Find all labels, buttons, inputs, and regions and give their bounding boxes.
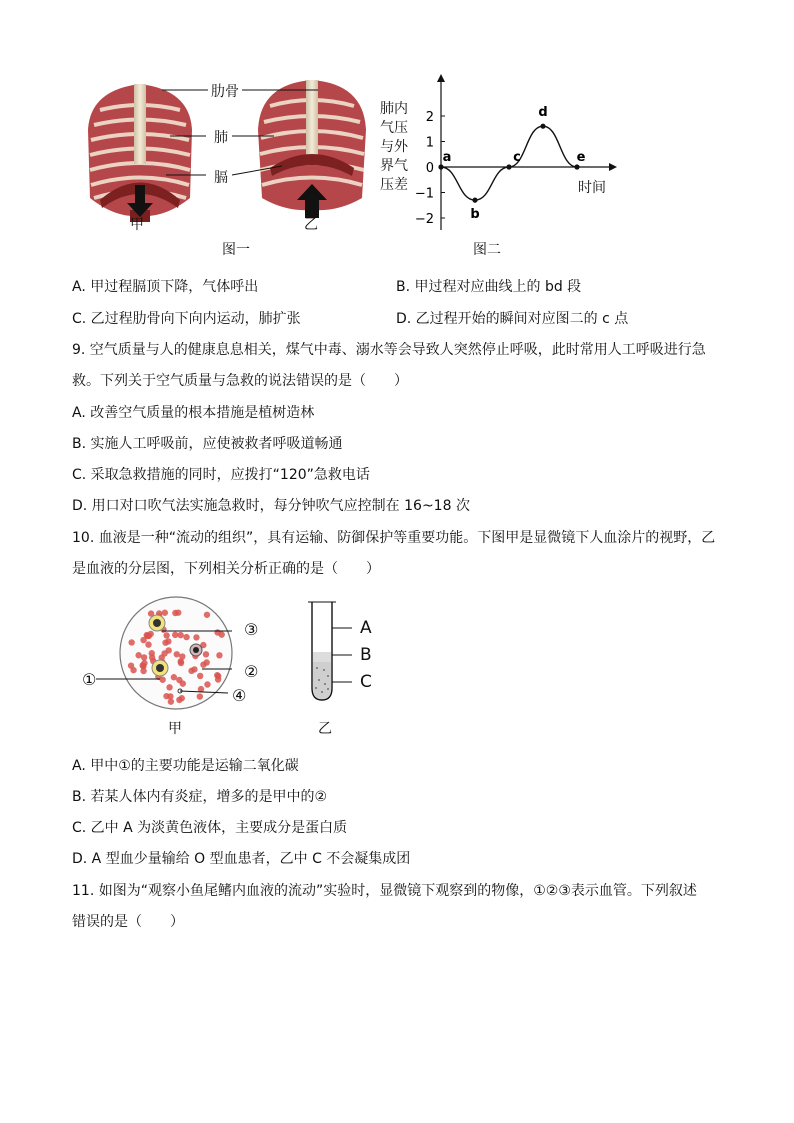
- red-blood-cell: [176, 677, 182, 683]
- y-tick-label: 0: [425, 161, 434, 176]
- red-blood-cell: [214, 629, 220, 635]
- red-blood-cell: [168, 698, 174, 704]
- curve-point-d: [540, 124, 545, 129]
- x-axis-label: 时间: [578, 180, 606, 196]
- fig-yi-caption: 乙: [318, 721, 332, 737]
- q10-option-a: A. 甲中①的主要功能是运输二氧化碳: [72, 758, 299, 774]
- red-blood-cell: [144, 632, 150, 638]
- label-rib: 肋骨: [208, 81, 242, 101]
- red-blood-cell: [141, 654, 147, 660]
- q10-option-b: B. 若某人体内有炎症，增多的是甲中的②: [72, 789, 328, 805]
- red-blood-cell: [177, 632, 183, 638]
- y-tick-label: 2: [425, 110, 434, 125]
- ylabel-line: 界气: [380, 158, 408, 174]
- red-blood-cell: [172, 610, 178, 616]
- curve-point-e: [574, 164, 579, 169]
- marker-4: ④: [232, 686, 247, 705]
- q10-option-c: C. 乙中 A 为淡黄色液体，主要成分是蛋白质: [72, 820, 348, 836]
- marker-3: ③: [244, 620, 259, 639]
- point-label-b: b: [470, 207, 480, 223]
- ylabel-line: 气压: [380, 120, 408, 136]
- red-blood-cell: [183, 634, 189, 640]
- red-blood-cell: [197, 693, 203, 699]
- buffy-coat-layer: [313, 652, 331, 662]
- pressure-chart: [412, 70, 622, 240]
- red-blood-cell: [193, 634, 199, 640]
- q10-stem-2: 是血液的分层图，下列相关分析正确的是（ ）: [72, 561, 380, 577]
- red-blood-cell: [172, 632, 178, 638]
- figure-1-caption: 图一: [222, 242, 250, 258]
- red-blood-cell: [149, 654, 155, 660]
- marker-1: ①: [82, 670, 97, 689]
- red-blood-cell: [128, 639, 134, 645]
- q8-option-d: D. 乙过程开始的瞬间对应图二的 c 点: [396, 311, 629, 327]
- curve-point-a: [438, 164, 443, 169]
- q10-option-d: D. A 型血少量输给 O 型血患者，乙中 C 不会凝集成团: [72, 851, 411, 867]
- q9-option-b: B. 实施人工呼吸前，应使被救者呼吸道畅通: [72, 436, 343, 452]
- layer-label-b: B: [360, 645, 372, 665]
- q10-stem-1: 10. 血液是一种“流动的组织”，具有运输、防御保护等重要功能。下图甲是显微镜下人血涂片的视野，乙: [72, 530, 716, 546]
- layer-label-a: A: [360, 618, 372, 638]
- red-blood-cell: [179, 695, 185, 701]
- y-tick-label: −1: [414, 186, 434, 202]
- q9-option-a: A. 改善空气质量的根本措施是植树造林: [72, 405, 315, 421]
- y-tick-label: 1: [425, 135, 434, 151]
- red-blood-cell: [162, 639, 168, 645]
- marker-2: ②: [244, 662, 259, 681]
- red-blood-cell: [128, 662, 134, 668]
- red-blood-cell: [204, 612, 210, 618]
- label-diaphragm: 膈: [214, 170, 228, 186]
- ylabel-line: 肺内: [380, 101, 408, 117]
- point-label-d: d: [538, 105, 548, 121]
- point-label-e: e: [576, 150, 586, 165]
- x-axis-arrow: [609, 163, 617, 171]
- red-blood-cell: [203, 651, 209, 657]
- fig-jia-caption: 甲: [168, 721, 182, 737]
- y-axis-arrow: [437, 74, 445, 82]
- red-blood-cell: [179, 653, 185, 659]
- y-tick-label: −2: [414, 212, 434, 227]
- label-yi: 乙: [304, 217, 318, 233]
- q8-option-b: B. 甲过程对应曲线上的 bd 段: [396, 279, 582, 295]
- curve-point-c: [506, 164, 511, 169]
- red-blood-cell: [204, 681, 210, 687]
- rbc-layer: [313, 662, 331, 699]
- point-label-c: c: [513, 150, 521, 165]
- q9-option-d: D. 用口对口吹气法实施急救时，每分钟吹气应控制在 16~18 次: [72, 498, 470, 514]
- red-blood-cell: [135, 652, 141, 658]
- red-blood-cell: [163, 632, 169, 638]
- red-blood-cell: [200, 661, 206, 667]
- red-blood-cell: [159, 677, 165, 683]
- ylabel-line: 与外: [380, 139, 408, 155]
- red-blood-cell: [161, 650, 167, 656]
- curve-point-b: [472, 198, 477, 203]
- q8-option-a: A. 甲过程膈顶下降，气体呼出: [72, 279, 259, 295]
- q9-option-c: C. 采取急救措施的同时，应拨打“120”急救电话: [72, 467, 370, 483]
- q11-stem-2: 错误的是（ ）: [72, 914, 184, 930]
- blood-smear-diagram: [80, 595, 280, 710]
- figure-2-ylabel: [380, 100, 408, 195]
- ylabel-line: 压差: [380, 177, 408, 193]
- red-blood-cell: [174, 651, 180, 657]
- label-jia: 甲: [130, 217, 144, 233]
- red-blood-cell: [188, 668, 194, 674]
- red-blood-cell: [162, 610, 168, 616]
- label-lung: 肺: [214, 130, 228, 146]
- figure-2-caption: 图二: [473, 242, 501, 258]
- red-blood-cell: [197, 673, 203, 679]
- pressure-curve: [441, 126, 577, 200]
- red-blood-cell: [215, 676, 221, 682]
- q9-stem-2: 救。下列关于空气质量与急救的说法错误的是（ ）: [72, 373, 408, 389]
- q11-stem-1: 11. 如图为“观察小鱼尾鳍内血液的流动”实验时，显微镜下观察到的物像，①②③表示血管。下列叙述: [72, 883, 697, 899]
- q8-option-c: C. 乙过程肋骨向下向内运动，肺扩张: [72, 311, 301, 327]
- layer-label-c: C: [360, 672, 372, 692]
- red-blood-cell: [166, 684, 172, 690]
- red-blood-cell: [171, 674, 177, 680]
- red-blood-cell: [141, 660, 147, 666]
- red-blood-cell: [145, 641, 151, 647]
- point-label-a: a: [442, 150, 452, 165]
- q9-stem-1: 9. 空气质量与人的健康息息相关，煤气中毒、溺水等会导致人突然停止呼吸，此时常用人工呼吸进行急: [72, 342, 706, 358]
- red-blood-cell: [216, 652, 222, 658]
